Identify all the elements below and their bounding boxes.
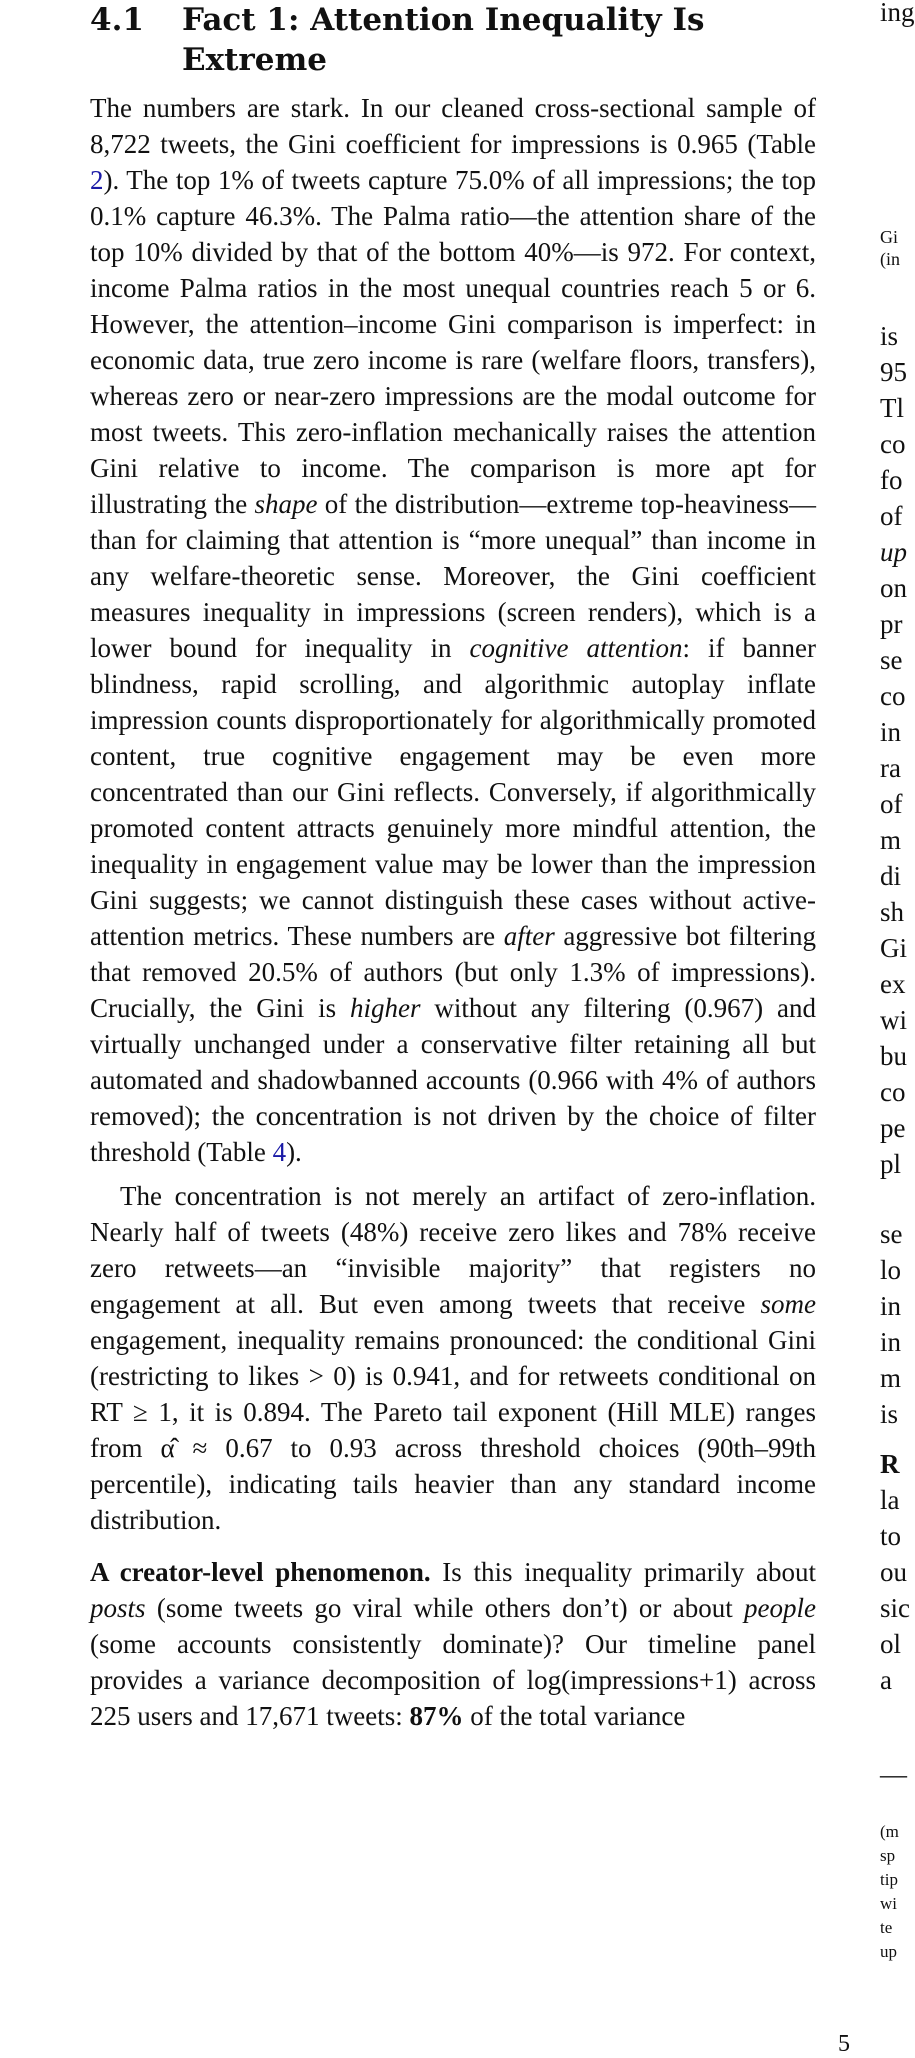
right-fragment: se	[880, 645, 903, 675]
right-fragment: ou	[880, 1557, 907, 1587]
right-fragment: se	[880, 1219, 903, 1249]
right-fragment: in	[880, 717, 902, 747]
text-run: The concentration is not merely an artifact of zero-inflation. Nearly half of tweets (48%) receive zero likes and 78% receive zero retweets—an “invisible majority” that registers no engagement at all. But even among tweets that receive	[90, 1181, 816, 1319]
run-in-heading: A creator-level phenomenon.	[90, 1557, 431, 1587]
table-ref-link[interactable]: 2	[90, 165, 104, 195]
right-fragment: sic	[880, 1593, 910, 1623]
paragraph-gini-stats	[90, 90, 816, 1170]
right-fragment: (m	[880, 1822, 899, 1841]
right-fragment: di	[880, 861, 902, 891]
text-run: (some accounts consistently dominate)? Our timeline panel provides a variance decomposition of log(impressions+1) across 225 users and 17,671 tweets:	[90, 1629, 816, 1731]
right-fragment: lo	[880, 1255, 902, 1285]
right-fragment: (in	[880, 249, 900, 269]
right-fragment: ing	[880, 0, 915, 27]
emphasis: people	[744, 1593, 816, 1623]
emphasis: higher	[349, 993, 421, 1023]
text-run: without any filtering (0.967) and virtually unchanged under a conservative filter retaining all but automated and shadowbanned accounts (0.966 with 4% of authors removed); the concentration is not driven by the choice of filter threshold (Table	[90, 993, 816, 1167]
right-fragment: up	[880, 537, 907, 567]
right-fragment: la	[880, 1485, 900, 1515]
emphasis: cognitive attention	[469, 633, 683, 663]
right-fragment: 95	[880, 357, 907, 387]
right-fragment: co	[880, 681, 906, 711]
text-run: of the distribution—extreme top-heaviness—than for claiming that attention is “more unequal” than income in any welfare-theoretic sense. Moreover, the Gini coefficient measures inequality in impressions (screen renders), which is a lower bound for inequality in	[90, 489, 817, 663]
text-run: engagement, inequality remains pronounced: the conditional Gini (restricting to likes > 0) is 0.941, and for retweets conditional on RT ≥ 1, it is 0.894. The Pareto tail exponent (Hill MLE) ranges from	[90, 1325, 816, 1463]
right-fragment: wi	[880, 1005, 907, 1035]
text-run: (some tweets go viral while others don’t) or about	[145, 1593, 745, 1623]
text-run: to 0.93 across threshold choices (90th–99th percentile), indicating tails heavier than any standard income distribution.	[90, 1433, 817, 1535]
paragraph-zero-inflation	[90, 1178, 816, 1538]
right-fragment: up	[880, 1942, 897, 1961]
right-fragment: ol	[880, 1629, 902, 1659]
right-fragment: co	[880, 429, 906, 459]
right-fragment: is	[880, 1399, 899, 1429]
footnote-rule: —	[880, 1759, 907, 1789]
right-fragment: Tl	[880, 393, 904, 423]
right-fragment: on	[880, 573, 907, 603]
emphasis: some	[760, 1289, 816, 1319]
right-fragment: a	[880, 1665, 892, 1695]
right-fragment: ra	[880, 753, 901, 783]
right-column-fragment	[880, 0, 915, 2058]
right-fragment: of	[880, 789, 903, 819]
text-run: Is this inequality primarily about	[430, 1557, 816, 1587]
right-fragment: m	[880, 1363, 902, 1393]
text-run: : if banner blindness, rapid scrolling, and algorithmic autoplay inflate impression counts disproportionately for algorithmically promoted content, true cognitive engagement may be even more concentrated than our Gini reflects. Conversely, if algorithmically promoted content attracts genuinely more mindful attention, the inequality in engagement value may be lower than the impression Gini suggests; we cannot distinguish these cases without active-attention metrics. These numbers are	[90, 633, 816, 951]
right-fragment: in	[880, 1291, 902, 1321]
page-number: 5	[838, 2031, 850, 2057]
right-fragment: pr	[880, 609, 903, 639]
paragraph-creator-level	[90, 1554, 816, 1734]
right-fragment: Gi	[880, 227, 898, 247]
section-title: Fact 1: Attention Inequality Is Extreme	[182, 2, 705, 78]
main-column	[90, 0, 816, 1734]
emphasis: shape	[254, 489, 318, 519]
right-fragment: sh	[880, 897, 905, 927]
right-fragment: Gi	[880, 933, 907, 963]
emphasis: posts	[90, 1593, 146, 1623]
right-fragment: R	[880, 1449, 900, 1479]
text-run: The numbers are stark. In our cleaned cross-sectional sample of 8,722 tweets, the Gini coefficient for impressions is 0.965 (Table	[90, 93, 816, 159]
emphasis: after	[503, 921, 555, 951]
right-fragment: in	[880, 1327, 902, 1357]
right-fragment: ex	[880, 969, 906, 999]
text-run: of the total variance	[463, 1701, 686, 1731]
right-fragment: fo	[880, 465, 903, 495]
text-run: ). The top 1% of tweets capture 75.0% of all impressions; the top 0.1% capture 46.3%. The Palma ratio—the attention share of the top 10% divided by that of the bottom 40%—is 972. For context, income Palma ratios in the most unequal countries reach 5 or 6. However, the attention–income Gini comparison is imperfect: in economic data, true zero income is rare (welfare floors, transfers), whereas zero or near-zero impressions are the modal outcome for most tweets. This zero-inflation mechanically raises the attention Gini relative to income. The comparison is more apt for illustrating the	[90, 165, 816, 519]
section-number: 4.1	[90, 2, 144, 38]
right-fragment: co	[880, 1077, 906, 1107]
section-heading	[90, 0, 816, 80]
text-run: ).	[286, 1137, 302, 1167]
table-ref-link[interactable]: 4	[272, 1137, 287, 1167]
right-fragment: pe	[880, 1113, 906, 1143]
right-fragment: tip	[880, 1870, 898, 1889]
text-run: aggressive bot filtering that removed 20.5% of authors (but only 1.3% of impressions). Crucially, the Gini is	[90, 921, 816, 1023]
right-fragment: pl	[880, 1149, 902, 1179]
right-fragment: bu	[880, 1041, 907, 1071]
right-fragment: sp	[880, 1846, 896, 1865]
math-expression: α̂ ≈ 0.67	[160, 1433, 273, 1463]
right-fragment: m	[880, 825, 902, 855]
right-fragment: is	[880, 321, 899, 351]
right-fragment: of	[880, 501, 903, 531]
bold-figure: 87%	[409, 1701, 464, 1731]
right-fragment: to	[880, 1521, 902, 1551]
right-fragment: wi	[880, 1894, 897, 1913]
right-fragment: te	[880, 1918, 893, 1937]
